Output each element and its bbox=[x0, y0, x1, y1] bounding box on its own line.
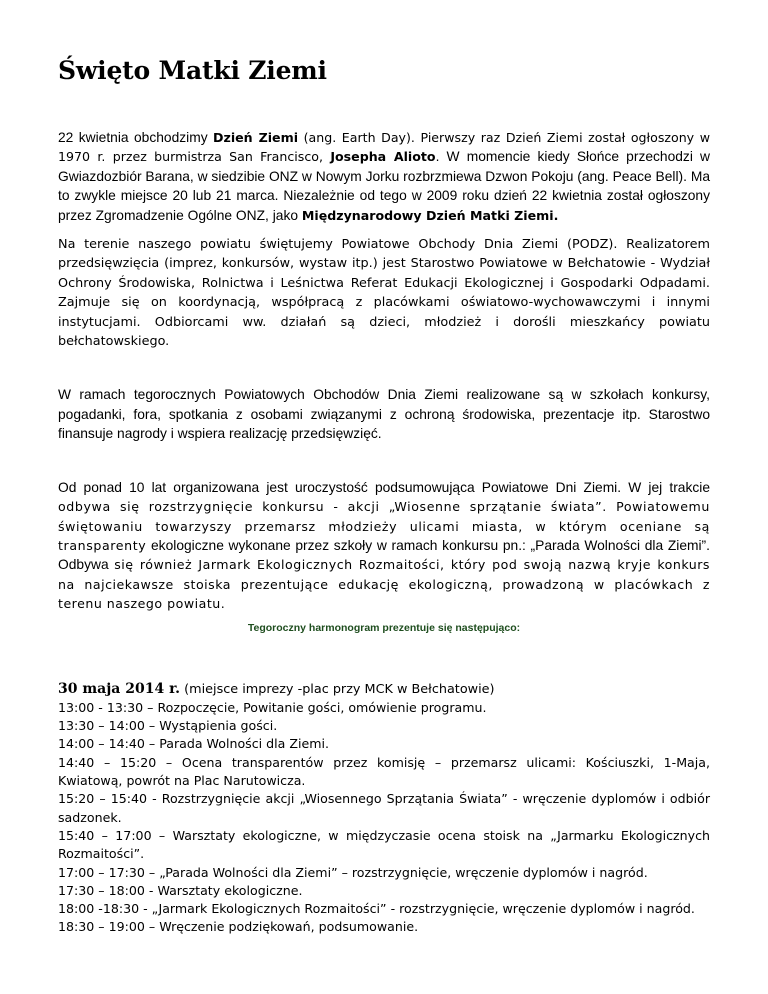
para4-text-4: się również Jarmark Ekologicznych Rozmaitości, który pod swoją nazwą kryje konkurs na najciekawsze stoiska prezentujące edukację ekologiczną, prowadzoną w placówkach z terenu naszego powiatu. bbox=[58, 557, 710, 612]
paragraph-schools: W ramach tegorocznych Powiatowych Obchodów Dnia Ziemi realizowane są w szkołach konkursy, pogadanki, fora, spotkania z osobami związanymi z ochroną środowiska, prezentacje itp. Starostwo finansuje nagrody i wspiera realizację przedsięwzięć. bbox=[58, 387, 710, 442]
schedule-header bbox=[58, 680, 710, 699]
page-title: Święto Matki Ziemi bbox=[58, 56, 327, 85]
para4-text-1: Od ponad 10 lat organizowana jest uroczystość podsumowująca Powiatowe Dni Ziemi. W jej trakcie bbox=[58, 479, 710, 495]
schedule bbox=[58, 680, 710, 937]
harmonogram-heading: Tegoroczny harmonogram prezentuje się następująco: bbox=[247, 621, 521, 634]
paragraph-podz: Na terenie naszego powiatu świętujemy Powiatowe Obchody Dnia Ziemi (PODZ). Realizatorem przedsięwzięcia (imprez, konkursów, wystaw itp.) jest Starostwo Powiatowe w Bełchatowie - Wydział Ochrony Środowiska, Rolnictwa i Leśnictwa Referat Edukacji Ekologicznej i Gospodarki Odpadami. Zajmuje się on koordynacją, współpracą z placówkami oświatowo-wychowawczymi i innymi instytucjami. Odbiorcami ww. działań są dzieci, młodzież i dorośli mieszkańcy powiatu bełchatowskiego. bbox=[58, 237, 710, 350]
schedule-item: 15:40 – 17:00 – Warsztaty ekologiczne, w międzyczasie ocena stoisk na „Jarmarku Ekologicznych Rozmaitości”. bbox=[58, 827, 710, 862]
schedule-date: 30 maja 2014 r. bbox=[58, 680, 181, 697]
schedule-item: 17:30 – 18:00 - Warsztaty ekologiczne. bbox=[58, 882, 303, 898]
para1-bold-3: Międzynarodowy Dzień Matki Ziemi. bbox=[301, 207, 559, 223]
paragraph-ceremony bbox=[58, 478, 710, 614]
schedule-item: 14:00 – 14:40 – Parada Wolności dla Ziemi. bbox=[58, 736, 329, 752]
para1-text-3: . W momencie kiedy Słońce przechodzi w Gwiazdozbiór Barana, w siedzibie ONZ w Nowym Jorku rozbrzmiewa Dzwon Pokoju (ang. Peace Bell). Ma to zwykle miejsce 20 lub 21 marca. Niezależnie od tego w 2009 roku dzień 22 kwietnia został ogłoszony przez Zgromadzenie Ogólne ONZ, jako bbox=[58, 149, 711, 223]
schedule-item: 18:30 – 19:00 – Wręczenie podziękowań, podsumowanie. bbox=[58, 919, 419, 935]
para1-bold-1: Dzień Ziemi bbox=[213, 130, 299, 145]
schedule-item: 14:40 – 15:20 – Ocena transparentów przez komisję – przemarsz ulicami: Kościuszki, 1-Maja, Kwiatową, powrót na Plac Narutowicza. bbox=[58, 754, 710, 789]
schedule-item: 17:00 – 17:30 – „Parada Wolności dla Ziemi” – rozstrzygnięcie, wręczenie dyplomów i nagród. bbox=[58, 864, 648, 880]
para1-text-2: (ang. Earth Day). Pierwszy raz Dzień Ziemi został ogłoszony w 1970 r. przez burmistrza San Francisco, bbox=[58, 130, 710, 165]
para1-bold-2: Josepha Alioto bbox=[330, 149, 436, 165]
para1-text-1: 22 kwietnia obchodzimy bbox=[58, 130, 214, 145]
para4-text-2: odbywa się rozstrzygnięcie konkursu - akcji „Wiosenne sprzątanie świata”. Powiatowemu świętowaniu towarzyszy przemarsz młodzieży ulicami miasta, w którym oceniane są transparenty bbox=[58, 499, 710, 553]
paragraph-earth-day bbox=[58, 128, 710, 225]
schedule-place: (miejsce imprezy -plac przy MCK w Bełchatowie) bbox=[180, 681, 495, 697]
para4-text-3: ekologiczne wykonane przez szkoły w ramach konkursu pn.: „Parada Wolności dla Ziemi”. Odbywa bbox=[58, 537, 710, 573]
schedule-item: 13:00 - 13:30 – Rozpoczęcie, Powitanie gości, omówienie programu. bbox=[58, 699, 487, 715]
schedule-item: 15:20 – 15:40 - Rozstrzygnięcie akcji „Wiosennego Sprzątania Świata” - wręczenie dyplomów i odbiór sadzonek. bbox=[58, 791, 710, 825]
schedule-item: 13:30 – 14:00 – Wystąpienia gości. bbox=[58, 718, 278, 734]
schedule-item: 18:00 -18:30 - „Jarmark Ekologicznych Rozmaitości” - rozstrzygnięcie, wręczenie dyplomów i nagród. bbox=[58, 901, 695, 917]
